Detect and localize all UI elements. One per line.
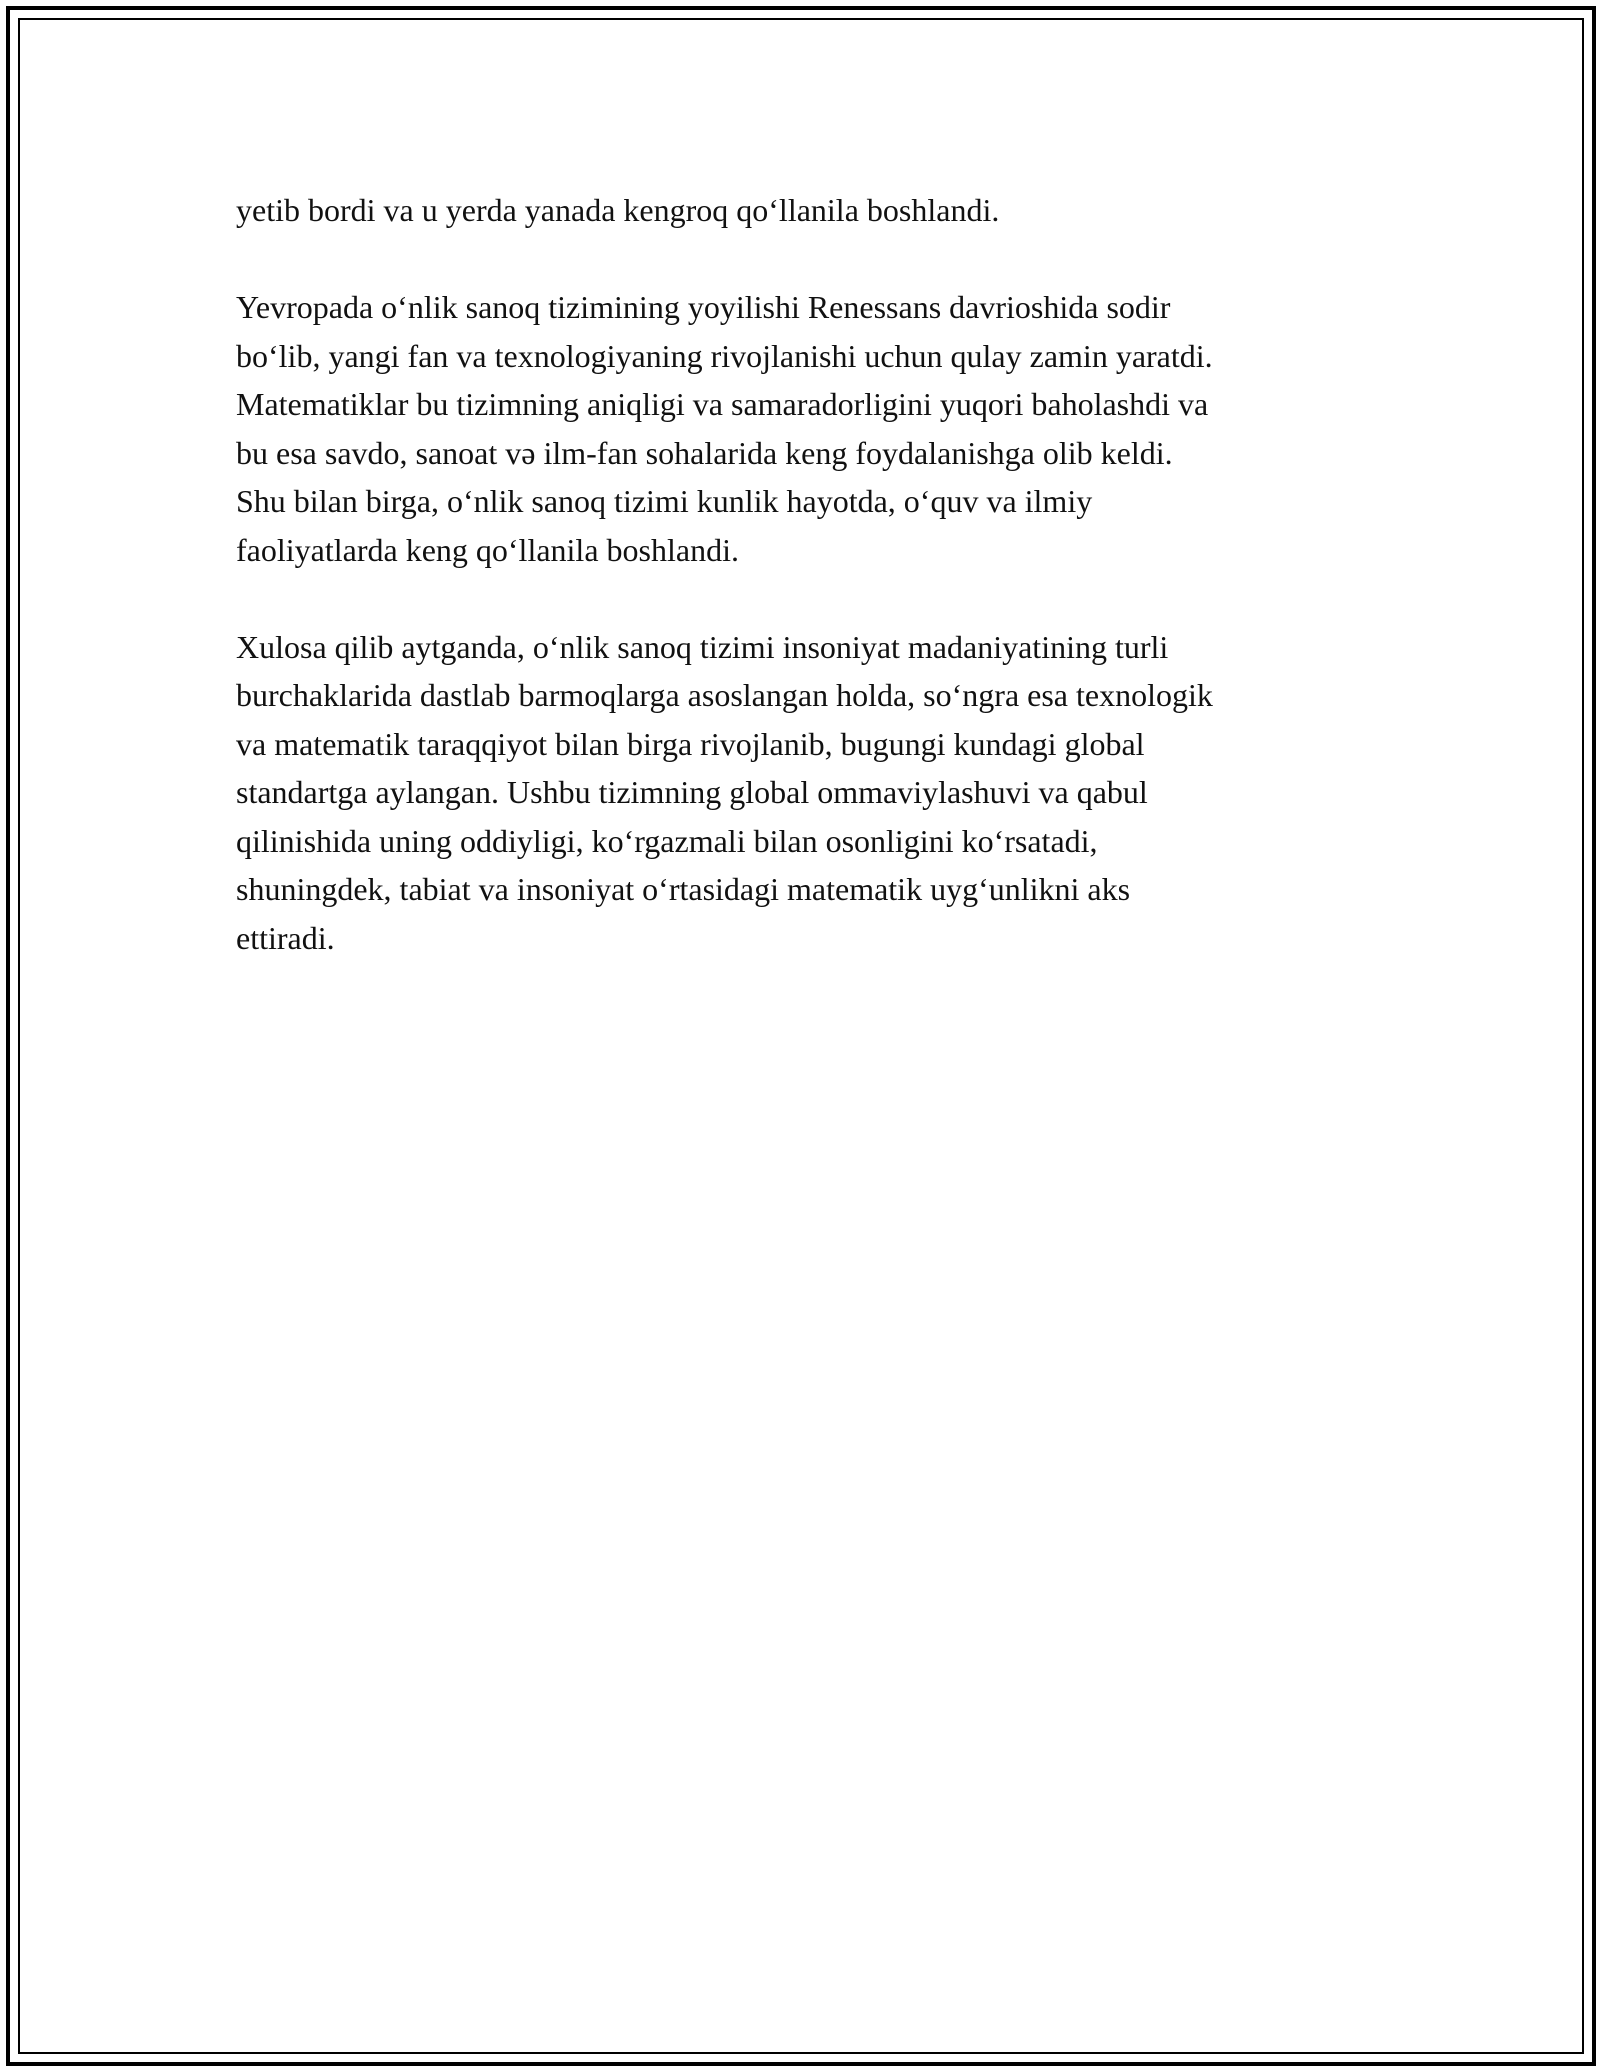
text-line: standartga aylangan. Ushbu tizimning global ommaviylashuvi va qabul [236,774,1148,810]
text-line: qilinishida uning oddiyligi, ko‘rgazmali bilan osonligini ko‘rsatadi, [236,822,1098,859]
text-line: burchaklarida dastlab barmoqlarga asoslangan holda, so‘ngra esa texnologik [236,677,1213,713]
document-body [236,186,1366,1011]
text-line: Shu bilan birga, o‘nlik sanoq tizimi kunlik hayotda, o‘quv va ilmiy [236,483,1093,519]
text-line: Yevropada o‘nlik sanoq tizimining yoyilishi Renessans davrioshida sodir [236,289,1171,325]
paragraph-continuation [236,186,1366,235]
text-line: va matematik taraqqiyot bilan birga rivojlanib, bugungi kundagi global [236,725,1145,762]
paragraph-europe-spread [236,283,1366,574]
text-line: bo‘lib, yangi fan va texnologiyaning rivojlanishi uchun qulay zamin yaratdi. [236,337,1213,374]
text-line: faoliyatlarda keng qo‘llanila boshlandi. [236,531,739,568]
text-line: Matematiklar bu tizimning aniqligi va samaradorligini yuqori baholashdi va [236,386,1209,422]
paragraph-conclusion [236,623,1366,963]
text-line: yetib bordi va u yerda yanada kengroq qo‘llanila boshlandi. [236,192,1000,228]
text-line: bu esa savdo, sanoat və ilm-fan sohalarida keng foydalanishga olib keldi. [236,434,1173,471]
text-line: ettiradi. [236,919,335,956]
text-line: Xulosa qilib aytganda, o‘nlik sanoq tizimi insoniyat madaniyatining turli [236,628,1169,665]
text-line: shuningdek, tabiat va insoniyat o‘rtasidagi matematik uyg‘unlikni aks [236,871,1131,907]
